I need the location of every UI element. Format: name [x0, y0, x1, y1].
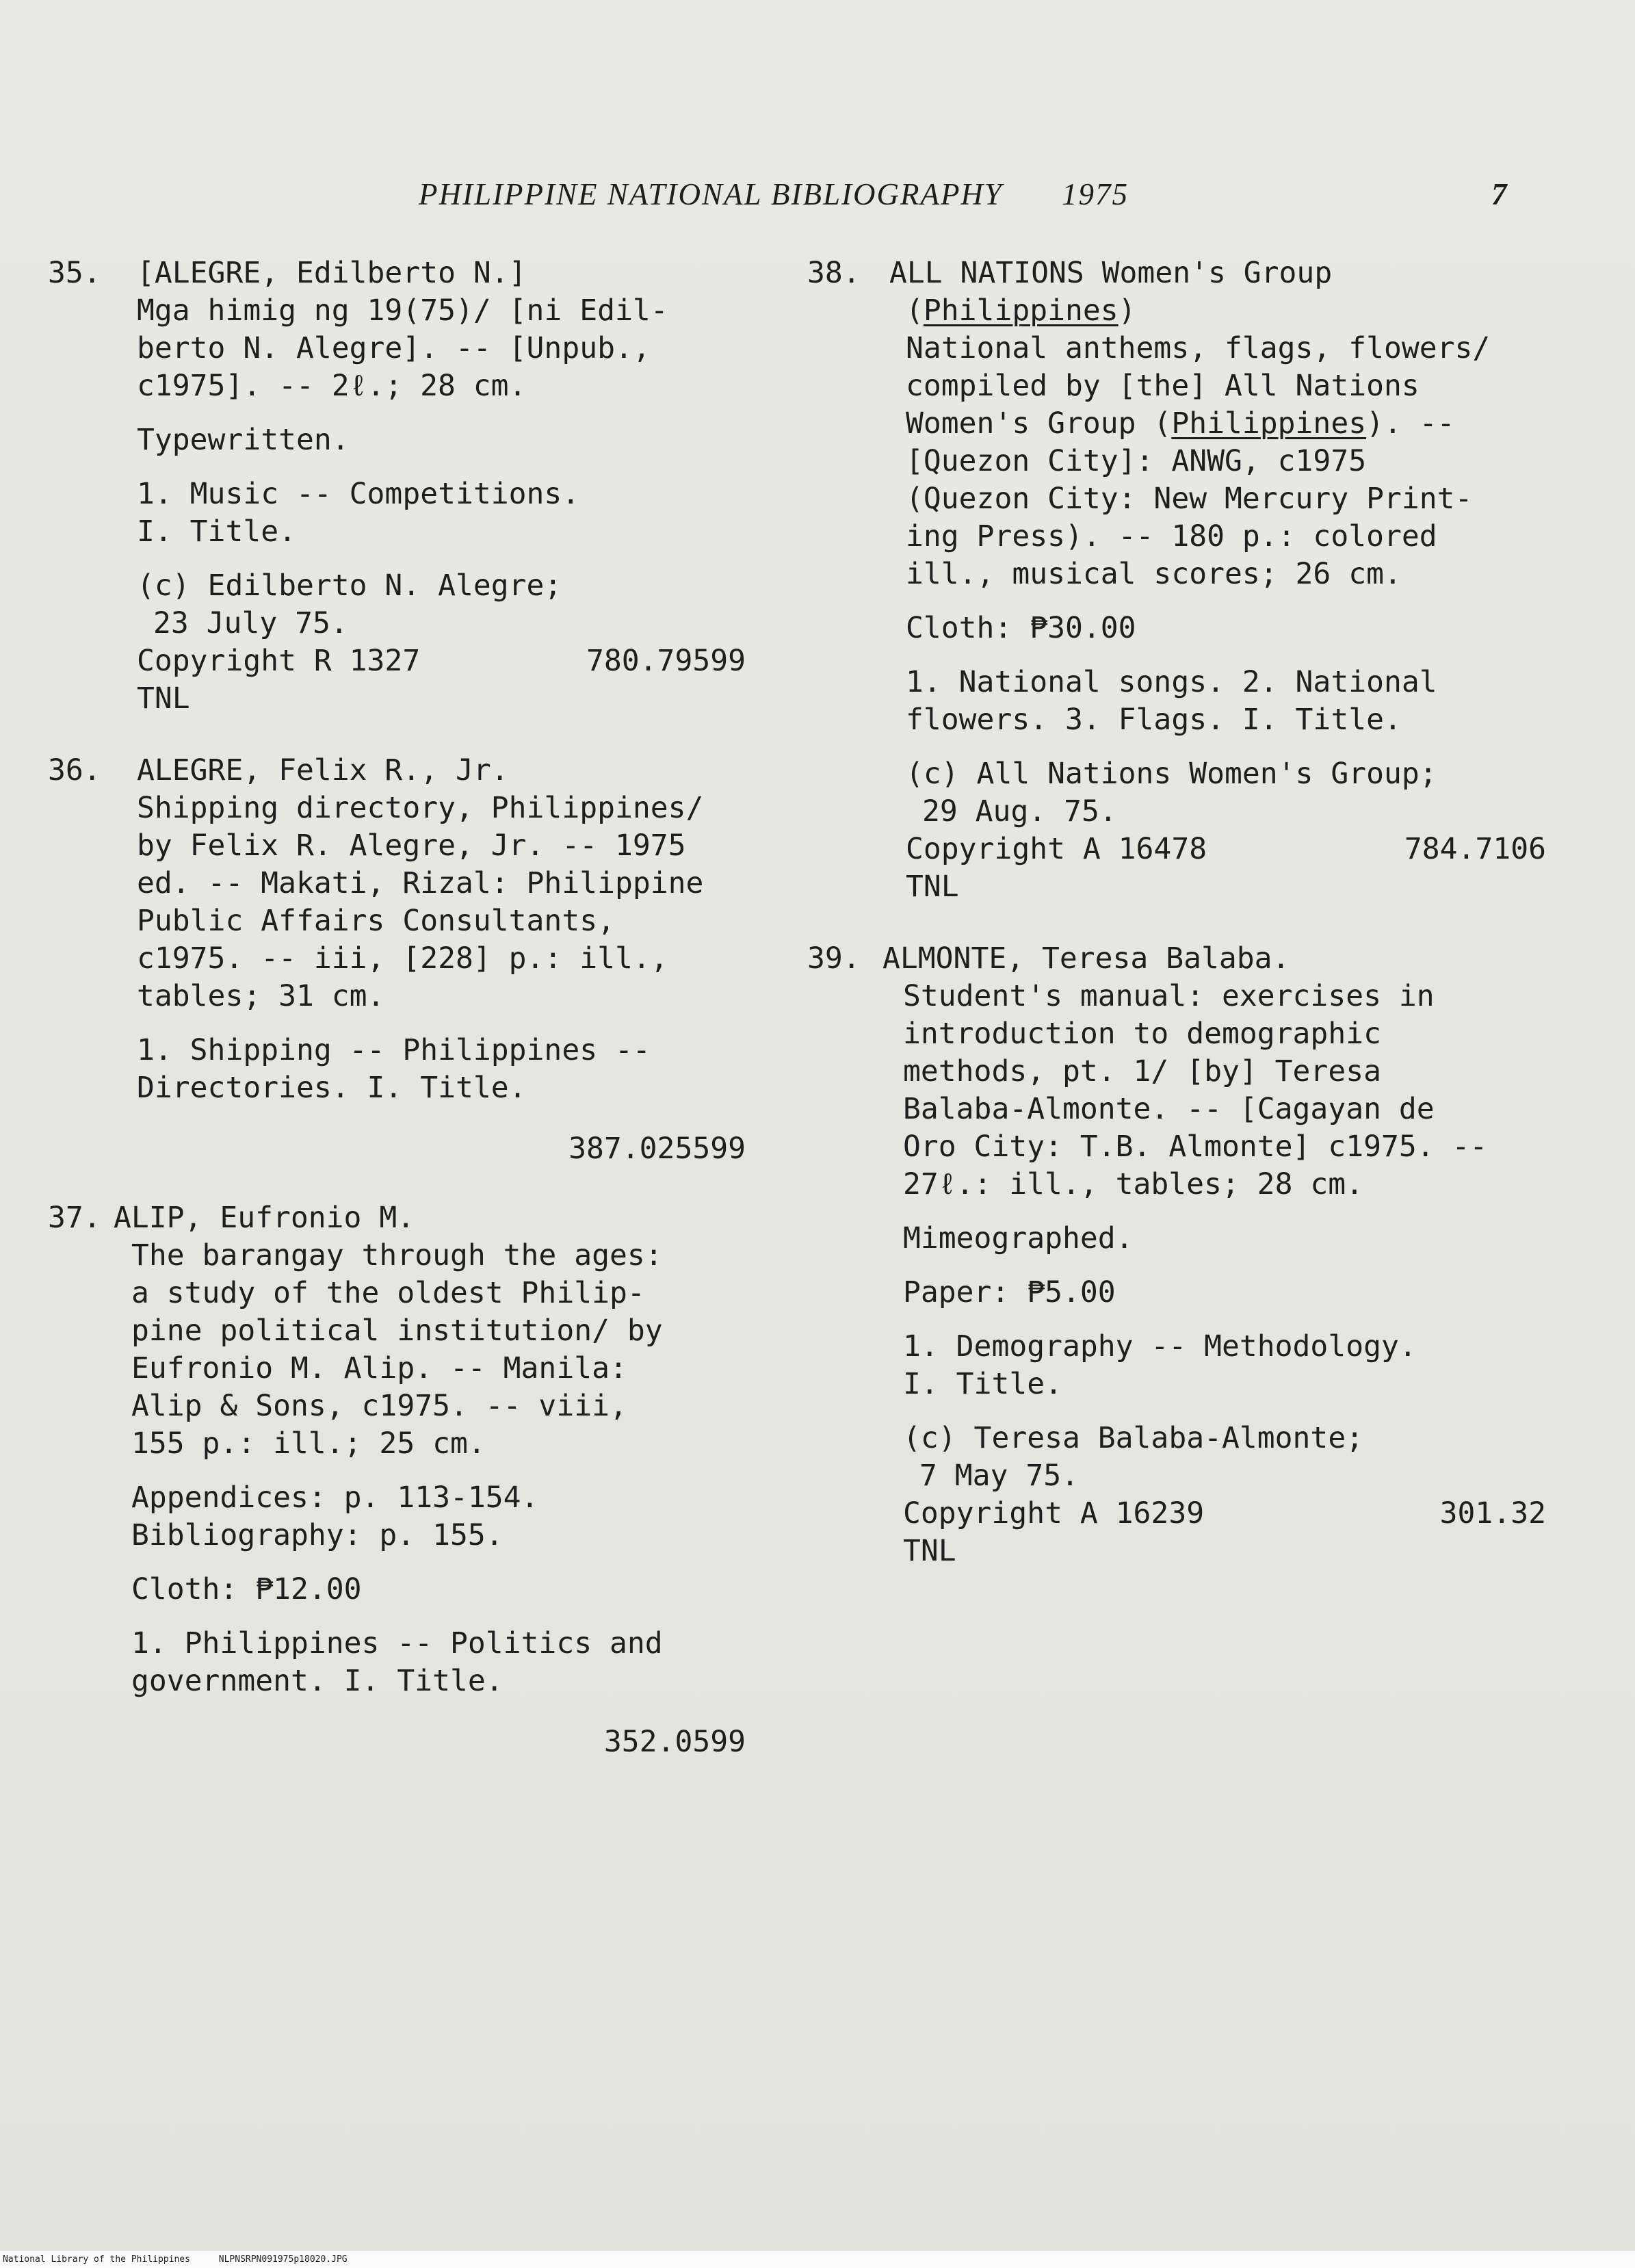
price: Cloth: ₱30.00 — [906, 611, 1136, 645]
subject-line: I. Title. — [903, 1367, 1062, 1401]
subject-line: 1. Philippines -- Politics and — [131, 1626, 663, 1660]
description-line: pine political institution/ by — [131, 1314, 663, 1348]
entry-heading: [ALEGRE, Edilberto N.] — [137, 256, 527, 290]
copyright-date: 29 Aug. 75. — [922, 794, 1117, 829]
description-line: Alip & Sons, c1975. -- viii, — [131, 1389, 627, 1423]
location-code: TNL — [906, 870, 959, 904]
description-line: Public Affairs Consultants, — [137, 904, 615, 938]
entry-number: 35. — [48, 256, 101, 290]
classification-number: 352.0599 — [603, 1725, 746, 1759]
description-line: Oro City: T.B. Almonte] c1975. -- — [903, 1130, 1488, 1164]
description-line: 27ℓ.: ill., tables; 28 cm. — [903, 1167, 1364, 1201]
entry-39 — [807, 940, 1546, 1570]
note-line: Mimeographed. — [903, 1221, 1134, 1255]
description-line: Mga himig ng 19(75)/ [ni Edil- — [137, 294, 668, 328]
heading-continued-text: Philippines — [923, 294, 1119, 328]
copyright-registration: Copyright A 16478 — [906, 832, 1207, 866]
location-code: TNL — [903, 1534, 956, 1568]
entry-number: 38. — [807, 256, 861, 290]
header-year: 1975 — [1062, 177, 1129, 211]
header-title: PHILIPPINE NATIONAL BIBLIOGRAPHY — [419, 177, 1003, 211]
description-line: by Felix R. Alegre, Jr. -- 1975 — [137, 829, 686, 863]
subject-line: 1. Music -- Competitions. — [137, 477, 580, 511]
entry-36 — [48, 752, 746, 1168]
entry-number: 36. — [48, 753, 101, 787]
price: Paper: ₱5.00 — [903, 1275, 1116, 1309]
note-line: Typewritten. — [137, 423, 350, 457]
subject-line: 1. National songs. 2. National — [906, 665, 1437, 699]
entry-heading: ALMONTE, Teresa Balaba. — [882, 941, 1290, 976]
entry-number: 39. — [807, 941, 861, 976]
copyright-owner: (c) Edilberto N. Alegre; — [137, 569, 562, 603]
description-line: The barangay through the ages: — [131, 1238, 663, 1273]
classification-number: 301.32 — [1439, 1496, 1546, 1530]
description-line: Balaba-Almonte. -- [Cagayan de — [903, 1092, 1435, 1126]
copyright-registration: Copyright A 16239 — [903, 1496, 1205, 1530]
running-header — [0, 177, 1635, 218]
description-line: Eufronio M. Alip. -- Manila: — [131, 1351, 627, 1385]
archive-footer — [0, 2251, 1635, 2268]
description-line: (Quezon City: New Mercury Print- — [906, 482, 1473, 516]
description-line: National anthems, flags, flowers/ — [906, 331, 1491, 365]
location-code: TNL — [137, 681, 190, 716]
copyright-date: 23 July 75. — [153, 606, 348, 640]
classification-number: 780.79599 — [586, 644, 746, 678]
description-line: tables; 31 cm. — [137, 979, 385, 1013]
entry-heading: ALIP, Eufronio M. — [114, 1201, 415, 1235]
description-line: methods, pt. 1/ [by] Teresa — [903, 1054, 1381, 1089]
footer-filename: NLPNSRPN091975p18020.JPG — [218, 2254, 348, 2265]
subject-line: government. I. Title. — [131, 1664, 503, 1698]
description-line: ed. -- Makati, Rizal: Philippine — [137, 866, 704, 900]
classification-number: 387.025599 — [568, 1132, 746, 1166]
price: Cloth: ₱12.00 — [131, 1572, 362, 1606]
description-line: Shipping directory, Philippines/ — [137, 791, 704, 825]
description-line: introduction to demographic — [903, 1017, 1381, 1051]
description-line: 155 p.: ill.; 25 cm. — [131, 1426, 486, 1461]
bleed-through-text — [356, 116, 1519, 151]
copyright-registration: Copyright R 1327 — [137, 644, 421, 678]
copyright-owner: (c) Teresa Balaba-Almonte; — [903, 1421, 1364, 1455]
description-fragment: Women's Group ( — [906, 406, 1172, 441]
note-line: Appendices: p. 113-154. — [131, 1481, 539, 1515]
description-line: c1975. -- iii, [228] p.: ill., — [137, 941, 668, 976]
copyright-date: 7 May 75. — [919, 1459, 1079, 1493]
subject-line: 1. Shipping -- Philippines -- — [137, 1033, 651, 1067]
subject-line: flowers. 3. Flags. I. Title. — [906, 703, 1402, 737]
description-line: a study of the oldest Philip- — [131, 1276, 645, 1310]
subject-line: 1. Demography -- Methodology. — [903, 1329, 1417, 1364]
note-line: Bibliography: p. 155. — [131, 1518, 503, 1552]
description-line: c1975]. -- 2ℓ.; 28 cm. — [137, 369, 527, 403]
classification-number: 784.7106 — [1404, 832, 1546, 866]
left-column — [48, 255, 746, 1790]
subject-line: I. Title. — [137, 514, 296, 549]
description-line: ing Press). -- 180 p.: colored — [906, 519, 1437, 553]
description-fragment: ). -- — [1366, 406, 1455, 441]
entry-38 — [807, 255, 1546, 906]
copyright-owner: (c) All Nations Women's Group; — [906, 757, 1437, 791]
description-line: berto N. Alegre]. -- [Unpub., — [137, 331, 651, 365]
description-line: [Quezon City]: ANWG, c1975 — [906, 444, 1367, 478]
entry-35 — [48, 255, 746, 718]
description-line: compiled by [the] All Nations — [906, 369, 1420, 403]
description-line: Student's manual: exercises in — [903, 979, 1435, 1013]
page-number: 7 — [1491, 177, 1508, 211]
underlined-place: Philippines — [1171, 406, 1367, 441]
entry-heading: ALL NATIONS Women's Group — [889, 256, 1333, 290]
description-line: ill., musical scores; 26 cm. — [906, 557, 1402, 591]
description-line — [906, 405, 1546, 443]
subject-line: Directories. I. Title. — [137, 1071, 527, 1105]
entry-heading: ALEGRE, Felix R., Jr. — [137, 753, 509, 787]
heading-continued: (Philippines) — [906, 294, 1136, 328]
entry-number: 37. — [48, 1201, 101, 1235]
entry-37 — [48, 1199, 746, 1761]
right-column — [807, 255, 1546, 1599]
footer-institution: National Library of the Philippines — [3, 2254, 190, 2265]
